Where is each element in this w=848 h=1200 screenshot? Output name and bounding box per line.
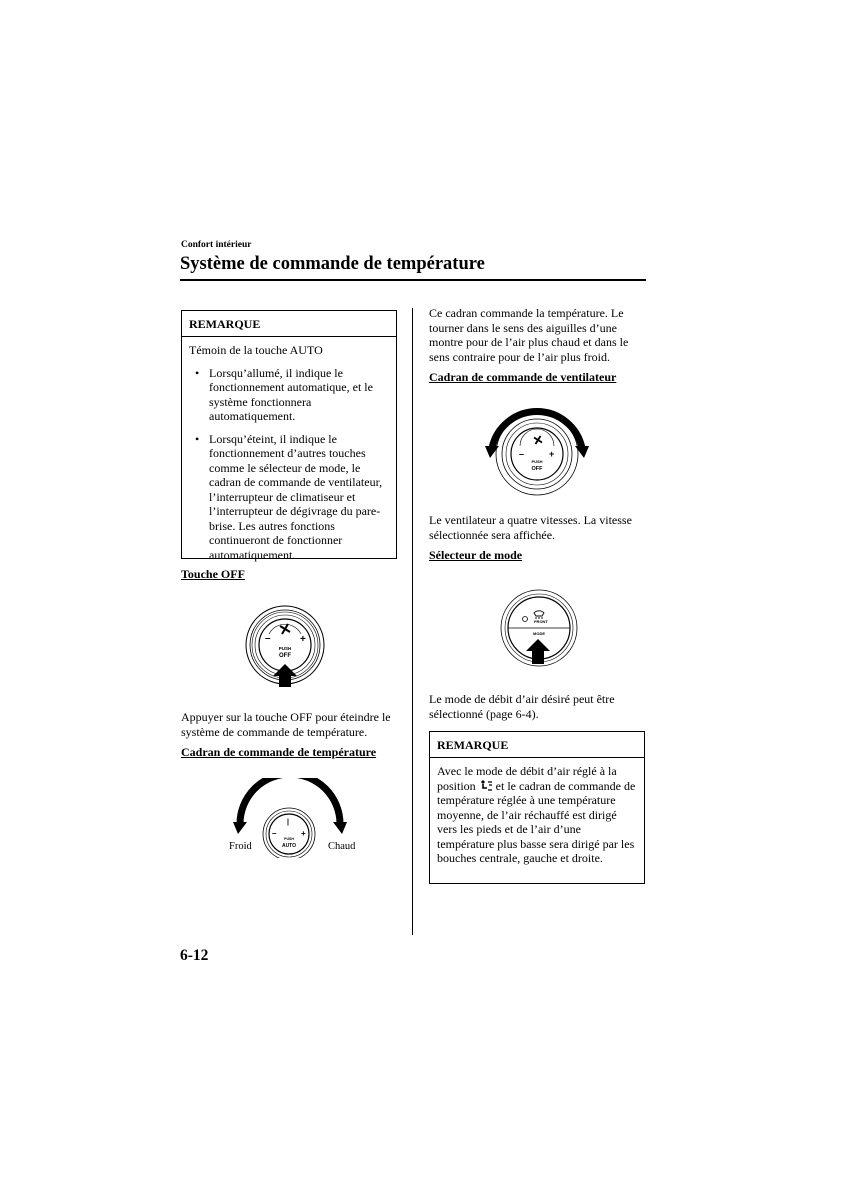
column-divider [412,308,413,935]
minus-icon: – [272,829,277,838]
page-number: 6-12 [180,947,209,964]
minus-icon: – [519,449,525,459]
note-body [182,337,396,576]
temp-dial-figure [224,778,364,858]
note-bullet-item [189,432,389,563]
push-label: PUSH [284,837,294,841]
mode-button-figure [498,588,580,670]
fan-heading: Cadran de commande de ventilateur [429,370,617,384]
arrow-up-icon [526,639,550,664]
off-text: Appuyer sur la touche OFF pour éteindre le système de commande de température. [181,710,391,739]
bullet-icon: • [195,431,200,446]
mode-label: MODE [533,631,545,636]
cold-label: Froid [229,841,252,852]
fan-dial-figure [480,404,596,500]
fan-icon [280,624,290,634]
note-text-part1: Avec le mode de débit d’air réglé à la position [437,764,617,793]
hot-label: Chaud [328,841,356,852]
note-text-part2: et le cadran de commande de température réglée à une température moyenne, de l’air réchauffé est dirigé vers les pieds et de l’air d’une température plus basse sera dirigé par les bouches centrale, gauche et droite. [437,778,636,865]
title-rule [180,279,646,281]
temp-text: Ce cadran commande la température. Le tourner dans le sens des aiguilles d’une montre pour de l’air plus chaud et dans le sens contraire pour de l’air plus froid. [429,306,629,364]
minus-icon: – [265,633,271,644]
note-box-mode [429,731,645,884]
page-title: Système de commande de température [180,254,485,274]
note-heading: REMARQUE [430,732,644,758]
note-bullet-text: Lorsqu’éteint, il indique le fonctionnement d’autres touches comme le sélecteur de mode, le cadran de commande de ventilateur, l’interrupteur de climatiseur et l’interrupteur de dégivrage du pare-brise. Les autres fonctions continueront de fonctionner automatiquement. [209,431,383,562]
fan-text: Le ventilateur a quatre vitesses. La vitesse sélectionnée sera affichée. [429,513,632,542]
note-body [430,758,644,872]
off-label: OFF [279,653,291,659]
bullet-icon: • [195,365,200,380]
front-label: FRONT [534,619,548,624]
defrost-icon [534,611,544,619]
off-heading: Touche OFF [181,567,245,581]
note-bullet-text: Lorsqu’allumé, il indique le fonctionnement automatique, et le système fonctionnera automatiquement. [209,365,373,423]
floor-vent-icon [479,780,493,791]
off-button-figure [245,601,325,693]
note-bullet-item [189,366,389,424]
note-heading: REMARQUE [182,311,396,337]
plus-icon: + [301,829,306,838]
mode-text: Le mode de débit d’air désiré peut être sélectionné (page 6-4). [429,692,615,721]
note-intro: Témoin de la touche AUTO [189,343,323,357]
push-label: PUSH [531,459,543,464]
off-label: OFF [531,466,543,472]
plus-icon: + [300,634,306,645]
note-bullet-list [189,366,389,563]
section-label: Confort intérieur [181,240,252,250]
temp-heading: Cadran de commande de température [181,745,377,759]
indicator-light [523,617,528,622]
note-box-auto [181,310,397,562]
auto-label: AUTO [281,843,297,849]
plus-icon: + [549,449,555,459]
thermometer-icon: | [287,819,289,826]
push-label: PUSH [278,646,292,651]
mode-heading: Sélecteur de mode [429,548,523,562]
